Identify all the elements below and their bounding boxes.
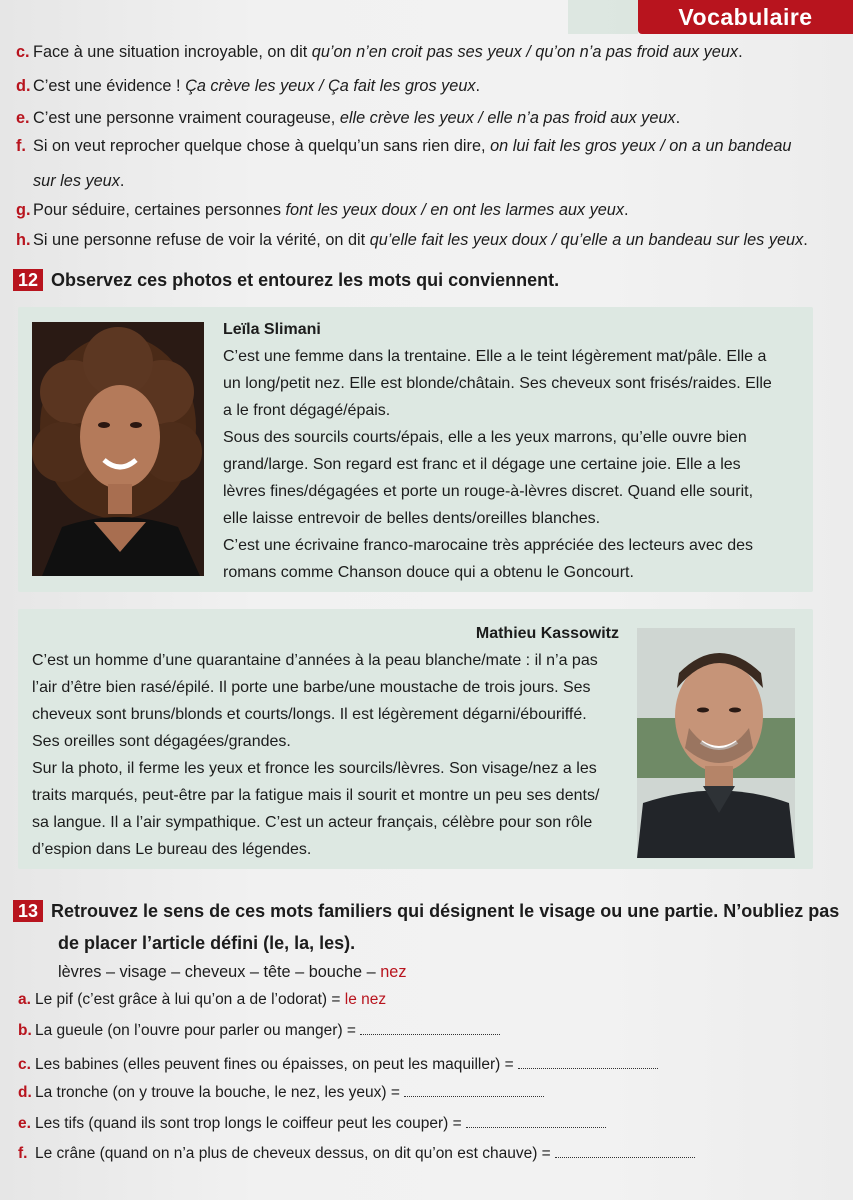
text-line: lèvres fines/dégagées et porte un rouge-à-lèvres discret. Quand elle sourit, [223,483,754,500]
answer-blank[interactable] [404,1084,544,1097]
text-line: un long/petit nez. Elle est blonde/châtain. Ses cheveux sont frisés/raides. Elle [223,375,772,392]
item-text: La tronche (on y trouve la bouche, le nez, les yeux) = [35,1084,405,1101]
item-letter: d. [16,77,31,95]
item-text: Le pif (c’est grâce à lui qu’on a de l’odorat) = [35,991,345,1008]
item-answer: le nez [344,991,387,1008]
text-line: grand/large. Son regard est franc et il dégage une certaine joie. Elle a les [223,456,741,473]
item-letter: f. [18,1145,28,1162]
item-end: . [475,77,481,95]
item-choices: Ça crève les yeux / Ça fait les gros yeux [185,77,476,95]
item-text: C’est une personne vraiment courageuse, [33,109,340,127]
item-end: . [803,231,808,249]
answer-blank[interactable] [466,1115,606,1128]
text-line: traits marqués, peut-être par la fatigue mais il sourit et montre un peu ses dents/ [32,787,600,804]
person-2-text [32,620,619,863]
item-text: Le crâne (quand on n’a plus de cheveux dessus, on dit qu’on est chauve) = [35,1145,556,1162]
exercise-item [16,200,629,220]
word-bank [58,962,406,982]
portrait-photo-woman [32,322,204,576]
text-line: Sur la photo, il ferme les yeux et fronce les sourcils/lèvres. Son visage/nez a les [32,760,597,777]
exercise-number-badge: 13 [13,900,43,922]
item-text: Si une personne refuse de voir la vérité, on dit [33,231,370,249]
text-line: Sous des sourcils courts/épais, elle a les yeux marrons, qu’elle ouvre bien [223,429,747,446]
item-choices: font les yeux doux / en ont les larmes aux yeux [285,201,624,219]
exercise-number-badge: 12 [13,269,43,291]
answer-blank[interactable] [555,1145,695,1158]
item-letter: d. [18,1084,32,1101]
exercise-item [16,42,743,62]
section-header-tab: Vocabulaire [638,0,853,34]
item-text: Si on veut reprocher quelque chose à quelqu’un sans rien dire, [33,137,491,155]
portrait-photo-man [637,628,795,858]
item-letter: g. [16,201,31,219]
item-choices: on lui fait les gros yeux / on a un bandeau [490,137,792,155]
exercise-item [16,136,792,156]
exercise-item [16,76,480,96]
exercise-13-item [18,1021,500,1041]
item-choices: qu’elle fait les yeux doux / qu’elle a un bandeau sur les yeux [369,231,804,249]
text-line: cheveux sont bruns/blonds et courts/longs. Il est légèrement dégarni/ébouriffé. [32,706,587,723]
exercise-13-item [18,1144,695,1164]
exercise-13-item [18,990,386,1010]
item-choices: elle crève les yeux / elle n’a pas froid aux yeux [339,109,676,127]
text-line: Ses oreilles sont dégagées/grandes. [32,733,291,750]
exercise-item [16,108,680,128]
item-letter: h. [16,231,31,249]
item-text: C’est une évidence ! [33,77,186,95]
text-line: sa langue. Il a l’air sympathique. C’est un acteur français, célèbre pour son rôle [32,814,593,831]
item-end: . [119,172,125,190]
item-letter: b. [18,1022,32,1039]
item-choices: qu’on n’en croit pas ses yeux / qu’on n’a pas froid aux yeux [311,43,739,61]
text-line: elle laisse entrevoir de belles dents/oreilles blanches. [223,510,601,527]
exercise-12-title [13,269,559,291]
text-line: C’est un homme d’une quarantaine d’années à la peau blanche/mate : il n’a pas [32,652,598,669]
answer-blank[interactable] [360,1022,500,1035]
item-letter: a. [18,991,31,1008]
item-text: Pour séduire, certaines personnes [33,201,286,219]
item-text: Les babines (elles peuvent fines ou épaisses, on peut les maquiller) = [35,1056,518,1073]
text-line: d’espion dans Le bureau des légendes. [32,841,312,858]
exercise-13-title-line-2: de placer l’article défini (le, la, les). [58,933,356,953]
text-line: a le front dégagé/épais. [223,402,391,419]
exercise-item [16,230,808,250]
item-letter: e. [16,109,30,127]
word-bank-used-word: nez [380,963,407,981]
tab-shadow [568,0,638,34]
person-1-name: Leïla Slimani [223,321,321,338]
person-1-text [223,316,797,586]
exercise-item [16,171,124,191]
text-line: romans comme Chanson douce qui a obtenu le Goncourt. [223,564,634,581]
person-2-name: Mathieu Kassowitz [475,625,619,642]
text-line: l’air d’être bien rasé/épilé. Il porte une barbe/une moustache de trois jours. Ses [32,679,591,696]
item-text: Les tifs (quand ils sont trop longs le coiffeur peut les couper) = [35,1115,466,1132]
text-line: C’est une écrivaine franco-marocaine très appréciée des lecteurs avec des [223,537,754,554]
portrait-man-image [637,628,795,858]
item-text: La gueule (on l’ouvre pour parler ou manger) = [35,1022,361,1039]
answer-blank[interactable] [518,1056,658,1069]
exercise-13-item [18,1055,658,1075]
text-line: C’est une femme dans la trentaine. Elle a le teint légèrement mat/pâle. Elle a [223,348,767,365]
item-end: . [675,109,681,127]
item-text: Face à une situation incroyable, on dit [33,43,312,61]
exercise-instruction: Observez ces photos et entourez les mots qui conviennent. [51,270,560,290]
portrait-woman-image [32,322,204,576]
item-end: . [624,201,629,219]
item-letter: e. [18,1115,31,1132]
item-letter: c. [18,1056,31,1073]
exercise-13-item [18,1083,544,1103]
item-choices: sur les yeux [33,172,120,190]
exercise-13-title [13,900,839,922]
item-end: . [738,43,743,61]
item-letter: f. [16,137,26,155]
item-letter: c. [16,43,30,61]
exercise-instruction-line-1: Retrouvez le sens de ces mots familiers qui désignent le visage ou une partie. N’oubliez pas [51,901,840,921]
exercise-13-item [18,1114,606,1134]
word-bank-words: lèvres – visage – cheveux – tête – bouche – [58,963,381,981]
